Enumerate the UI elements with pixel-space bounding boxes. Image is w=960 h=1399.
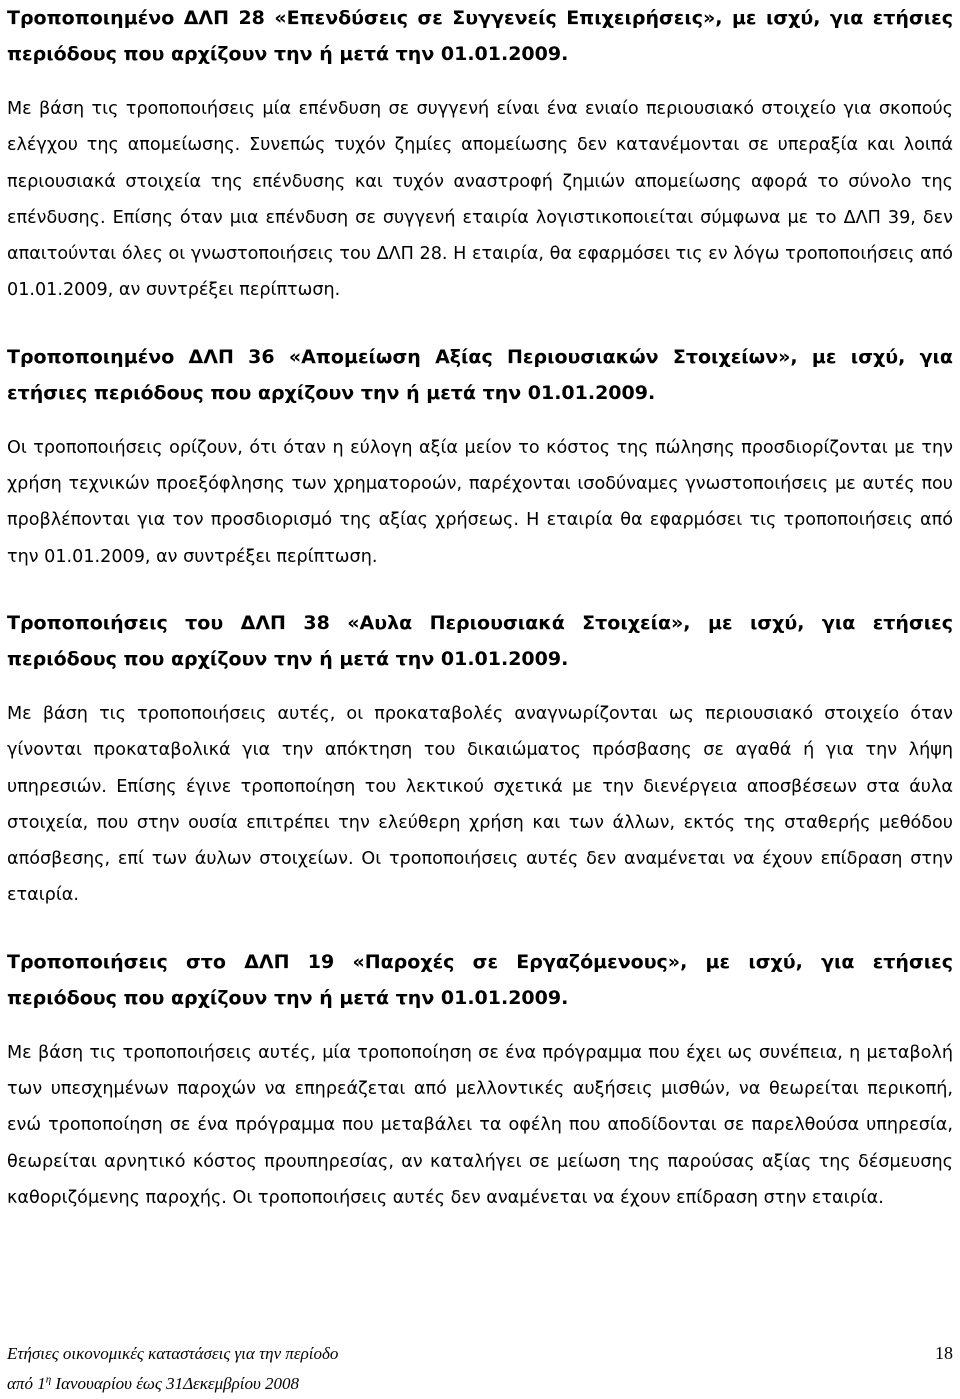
section-heading-ias36: Τροποποιημένο ΔΛΠ 36 «Απομείωση Αξίας Περιουσιακών Στοιχείων», με ισχύ, για ετήσιες περιόδους που αρχίζουν την ή μετά την 01.01.2009. — [7, 345, 953, 404]
section-body-ias38: Με βάση τις τροποποιήσεις αυτές, οι προκαταβολές αναγνωρίζονται ως περιουσιακό στοιχείο όταν γίνονται προκαταβολικά για την απόκτηση του δικαιώματος πρόσβασης σε αγαθά ή για την λήψη υπηρεσιών. Επίσης έγινε τροποποίηση του λεκτικού σχετικά με την διενέργεια αποσβέσεων στα άυλα στοιχεία, που στην ουσία επιτρέπει την ελεύθερη χρήση και των άλλων, εκτός της σταθερής μεθόδου απόσβεσης, επί των άυλων στοιχείων. Οι τροποποιήσεις αυτές δεν αναμένεται να έχουν επίδραση στην εταιρία. — [7, 703, 953, 906]
section-heading-ias38: Τροποποιήσεις του ΔΛΠ 38 «Αυλα Περιουσιακά Στοιχεία», με ισχύ, για ετήσιες περιόδους που αρχίζουν την ή μετά την 01.01.2009. — [7, 611, 953, 670]
footer-period-suffix: Ιανουαρίου έως 31Δεκεμβρίου 2008 — [51, 1374, 300, 1393]
section-body-ias28: Με βάση τις τροποποιήσεις μία επένδυση σε συγγενή είναι ένα ενιαίο περιουσιακό στοιχείο για σκοπούς ελέγχου της απομείωσης. Συνεπώς τυχόν ζημίες απομείωσης δεν κατανέμονται σε υπεραξία και λοιπά περιουσιακά στοιχεία της επένδυσης και τυχόν αναστροφή ζημιών απομείωσης αφορά το σύνολο της επένδυσης. Επίσης όταν μια επένδυση σε συγγενή εταιρία λογιστικοποιείται σύμφωνα με το ΔΛΠ 39, δεν απαιτούνται όλες οι γνωστοποιήσεις του ΔΛΠ 28. Η εταιρία, θα εφαρμόσει τις εν λόγω τροποποιήσεις από 01.01.2009, αν συντρέξει περίπτωση. — [7, 99, 953, 301]
footer-line-1 — [7, 1338, 953, 1369]
footer-title: Ετήσιες οικονομικές καταστάσεις για την περίοδο — [7, 1344, 339, 1363]
section-body-ias36: Οι τροποποιήσεις ορίζουν, ότι όταν η εύλογη αξία μείον το κόστος της πώλησης προσδιορίζονται με την χρήση τεχνικών προεξόφλησης των χρηματοροών, παρέχονται ισοδύναμες γνωστοποιήσεις με αυτές που προβλέπονται για τον προσδιορισμό της αξίας χρήσεως. Η εταιρία θα εφαρμόσει τις τροποποιήσεις από την 01.01.2009, αν συντρέξει περίπτωση. — [7, 437, 953, 567]
page-number: 18 — [935, 1343, 953, 1363]
document-page — [7, 0, 953, 1216]
footer-period-prefix: από 1 — [7, 1374, 46, 1393]
section-heading-ias19: Τροποποιήσεις στο ΔΛΠ 19 «Παροχές σε Εργαζόμενους», με ισχύ, για ετήσιες περιόδους που αρχίζουν την ή μετά την 01.01.2009. — [7, 950, 953, 1009]
footer-period-sup: η — [45, 1373, 52, 1386]
section-heading-ias28: Τροποποιημένο ΔΛΠ 28 «Επενδύσεις σε Συγγενείς Επιχειρήσεις», με ισχύ, για ετήσιες περιόδους που αρχίζουν την ή μετά την 01.01.2009. — [7, 7, 953, 65]
footer-period — [7, 1369, 953, 1399]
page-footer — [7, 1338, 953, 1399]
section-body-ias19: Με βάση τις τροποποιήσεις αυτές, μία τροποποίηση σε ένα πρόγραμμα που έχει ως συνέπεια, η μεταβολή των υπεσχημένων παροχών να επηρεάζεται από μελλοντικές αυξήσεις μισθών, να θεωρείται περικοπή, ενώ τροποποίηση σε ένα πρόγραμμα που μεταβάλει τα οφέλη που αποδίδονται σε παρελθούσα υπηρεσία, θεωρείται αρνητικό κόστος προυπηρεσίας, αν καταλήγει σε μείωση της παρούσας αξίας της δέσμευσης καθοριζόμενης παροχής. Οι τροποποιήσεις αυτές δεν αναμένεται να έχουν επίδραση στην εταιρία. — [7, 1042, 953, 1208]
